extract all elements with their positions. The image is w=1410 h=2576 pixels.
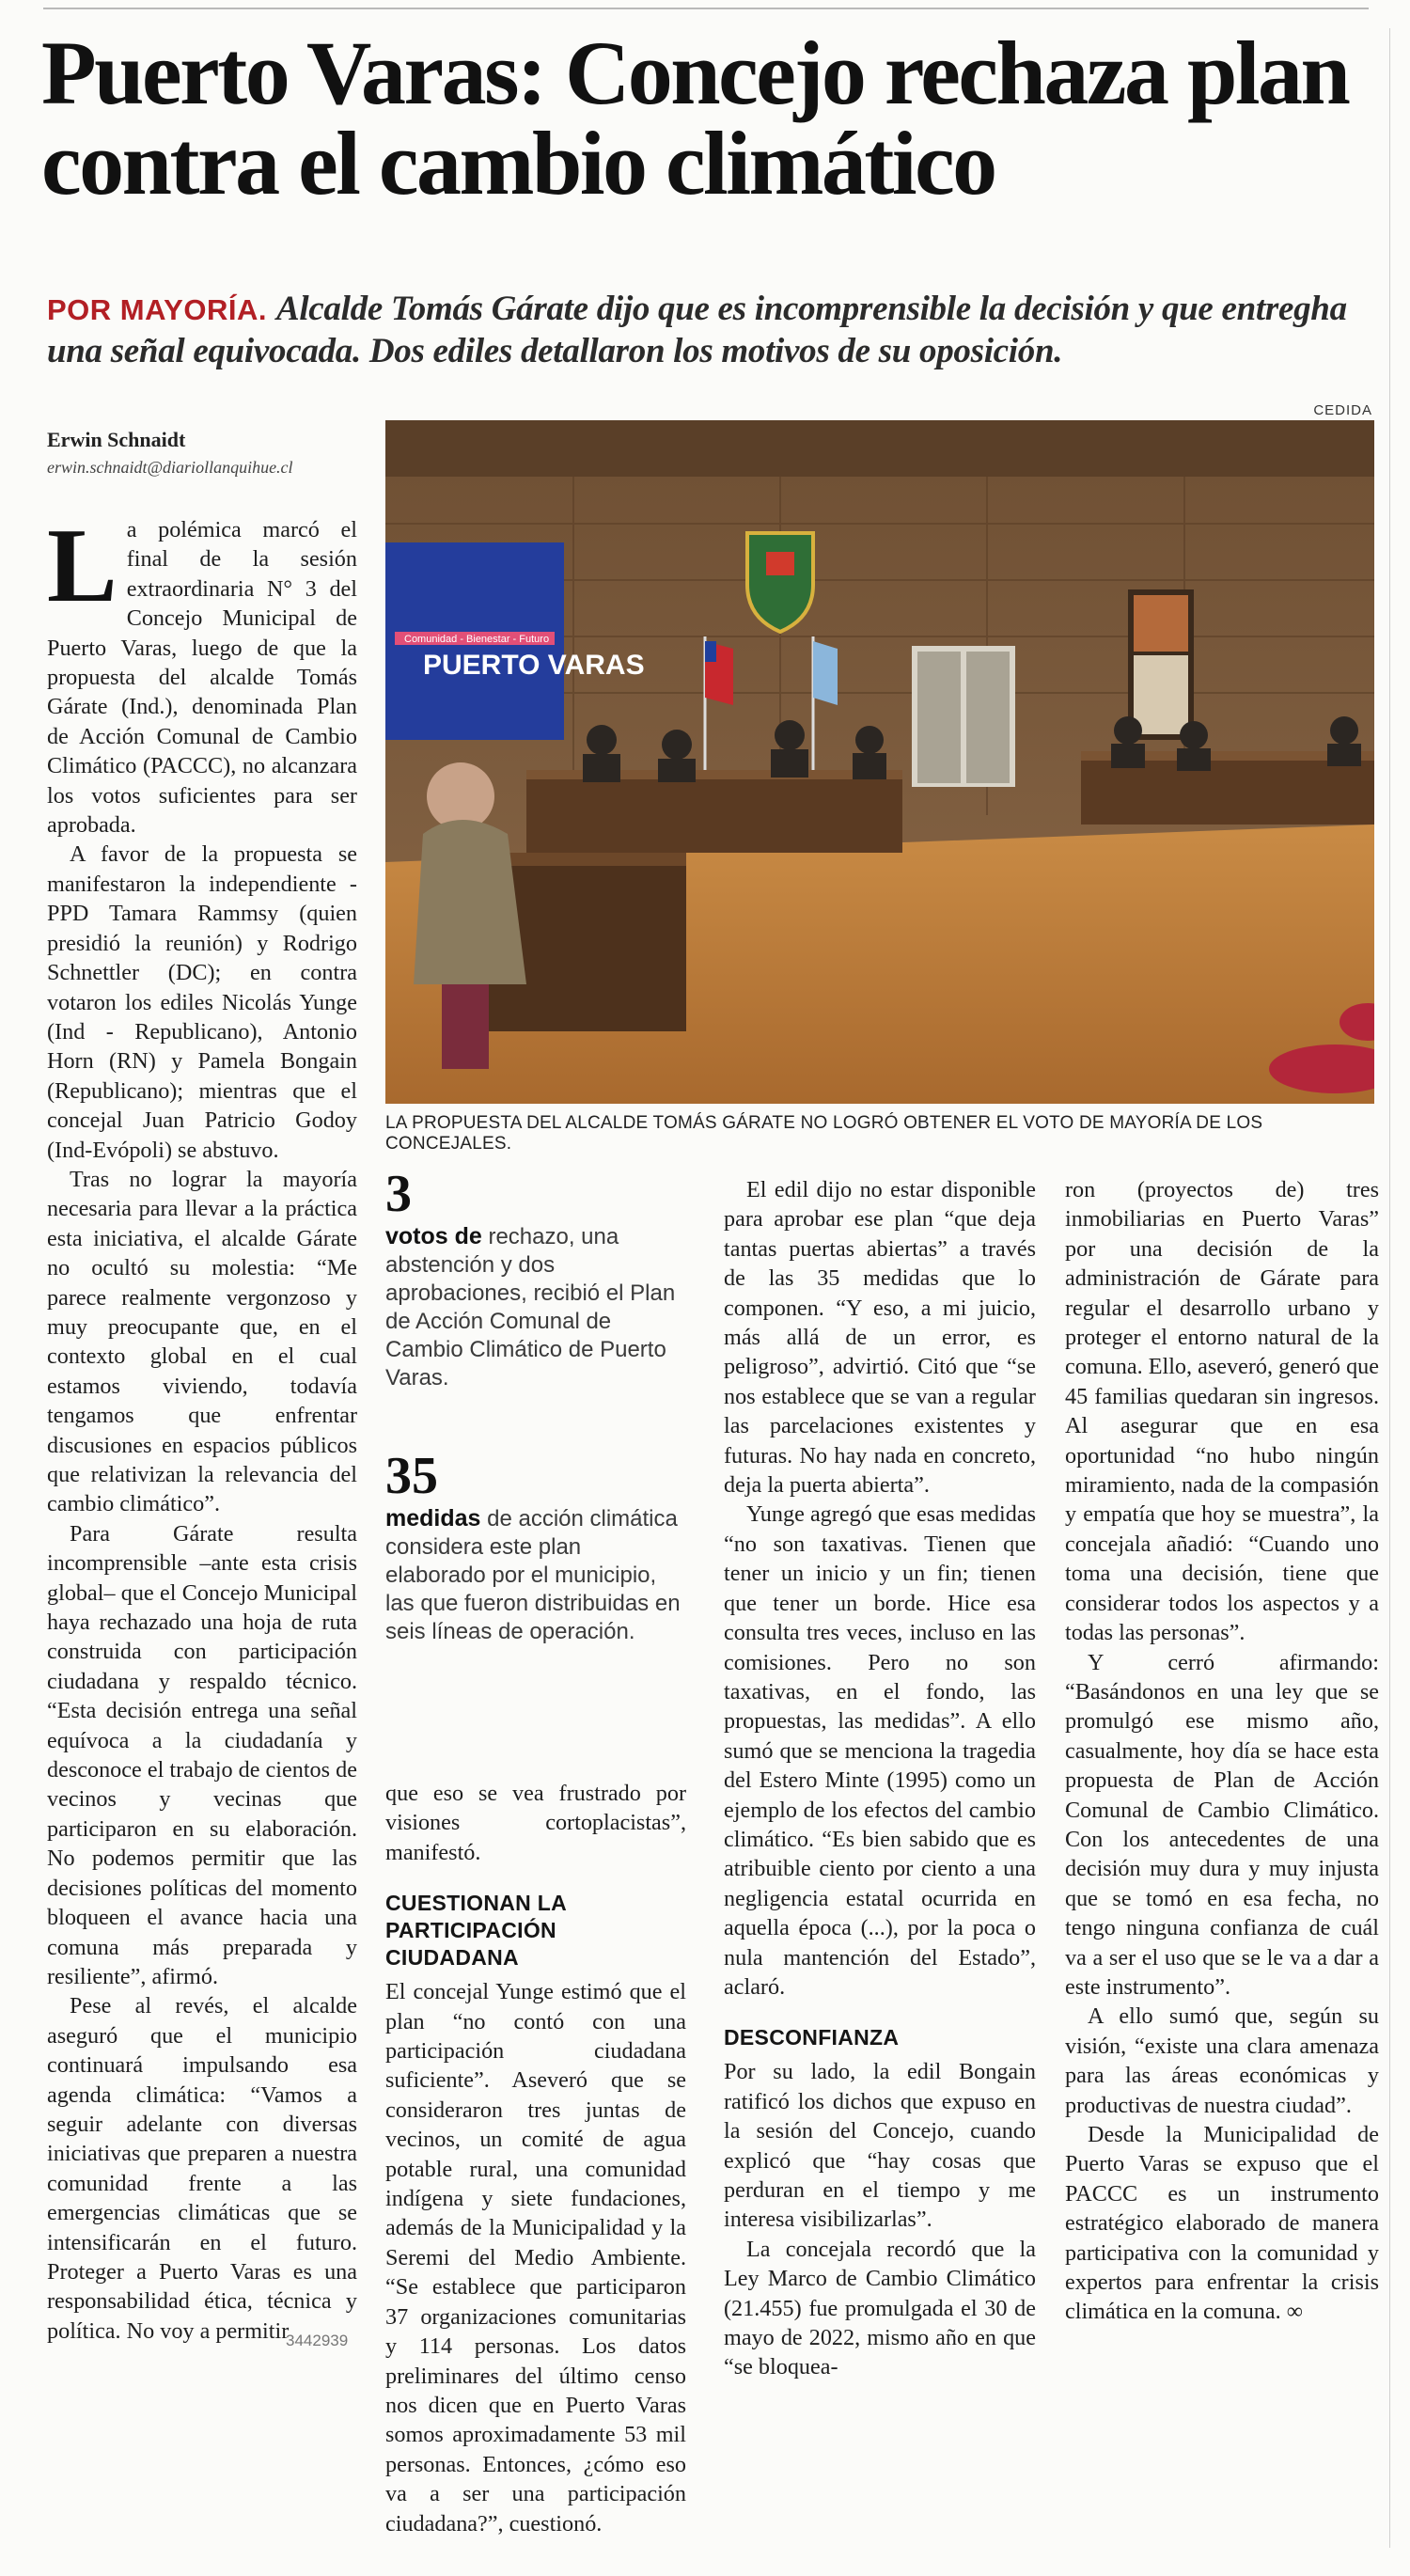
deck-kicker: POR MAYORÍA.	[47, 293, 267, 326]
watermark-id: 3442939	[286, 2332, 349, 2349]
photo-caption: LA PROPUESTA DEL ALCALDE TOMÁS GÁRATE NO LOGRÓ OBTENER EL VOTO DE MAYORÍA DE LOS CONCEJALES.	[385, 1113, 1263, 1154]
stat-text: de acción climática considera este plan elaborado por el municipio, las que fueron distribuidas en seis líneas de operación.	[385, 1506, 681, 1644]
body-column-4	[1065, 1175, 1379, 2327]
council-session-photo	[385, 420, 1374, 1104]
paragraph	[47, 508, 357, 840]
headline: Puerto Varas: Concejo rechaza plan contra el cambio climático	[41, 23, 1349, 213]
body-column-2	[385, 1779, 686, 2538]
stat-number: 35	[385, 1447, 438, 1505]
deck-text: Alcalde Tomás Gárate dijo que es incomprensible la decisión y que entregha una señal equivocada. Dos ediles detallaron los motivos de su oposición.	[47, 290, 1347, 370]
page-edge-rule	[1389, 28, 1390, 2548]
stat-box-measures	[385, 1448, 686, 1646]
body-column-3	[724, 1175, 1036, 2382]
paragraph: El edil dijo no estar disponible para aprobar ese plan “que deja tantas puertas abiertas” a través de las 35 medidas que lo componen. “Y eso, a mi juicio, más allá de un error, es peligroso”, advirtió. Citó que “se nos establece que se van a regular las parcelaciones existentes y futuras. No hay nada en concreto, deja la puerta abierta”.	[724, 1177, 1036, 1499]
paragraph-text: a polémica marcó el final de la sesión extraordinaria N° 3 del Concejo Municipal de Puerto Varas, luego de que la propuesta del alcalde Tomás Gárate (Ind.), denominada Plan de Acción Comunal de Cambio Climático (PACCC), no alcanzara los votos suficientes para ser aprobada.	[47, 517, 357, 839]
paragraph: Tras no lograr la mayoría necesaria para llevar a la práctica esta iniciativa, el alcalde Gárate no ocultó su molestia: “Me parece realmente vergonzoso y muy preocupante que, en el contexto global en el cual estamos viviendo, todavía tengamos que enfrentar discusiones en espacios públicos que relativizan la relevancia del cambio climático”.	[47, 1166, 357, 1517]
photo-credit: CEDIDA	[1313, 402, 1372, 418]
paragraph: Desde la Municipalidad de Puerto Varas se expuso que el PACCC es un instrumento estratégico elaborado de manera participativa con la comunidad y expertos para enfrentar la crisis climática en la comuna. ∞	[1065, 2122, 1379, 2325]
stat-number: 3	[385, 1165, 412, 1223]
author-email: erwin.schnaidt@diariollanquihue.cl	[47, 458, 293, 477]
author-name: Erwin Schnaidt	[47, 428, 186, 451]
paragraph: Por su lado, la edil Bongain ratificó los dichos que expuso en la sesión del Concejo, cuando explicó que “hay cosas que perduran en el tiempo y me interesa visibilizarlas”.	[724, 2059, 1036, 2233]
paragraph: La concejala recordó que la Ley Marco de Cambio Climático (21.455) fue promulgada el 30 de mayo de 2022, mismo año en que “se bloquea-	[724, 2236, 1036, 2380]
stat-box-votes	[385, 1166, 686, 1392]
stat-text: rechazo, una abstención y dos aprobaciones, recibió el Plan de Acción Comunal de Cambio Climático de Puerto Varas.	[385, 1224, 676, 1390]
dropcap: L	[47, 508, 118, 624]
subhead: DESCONFIANZA	[724, 2025, 900, 2050]
council-session-illustration	[385, 420, 1374, 1104]
paragraph: El concejal Yunge estimó que el plan “no contó con una participación ciudadana suficiente”. Aseveró que se consideraron tres juntas de vecinos, un comité de agua potable rural, una comunidad indígena y siete fundaciones, además de la Municipalidad y la Seremi del Medio Ambiente. “Se establece que participaron 37 organizaciones comunitarias y 114 personas. Los datos preliminares del último censo nos dicen que en Puerto Varas somos aproximadamente 53 mil personas. Entonces, ¿cómo eso va a ser una participación ciudadana?”, cuestionó.	[385, 1979, 686, 2537]
paragraph: Y cerró afirmando: “Basándonos en una ley que se promulgó ese mismo año, casualmente, hoy día se hace esta propuesta de Plan de Acción Comunal de Cambio Climático. Con los antecedentes de una decisión muy dura y muy injusta que se tomó en esa fecha, no tengo ninguna confianza de cuál va a ser el uso que se le va a dar a este instrumento”.	[1065, 1649, 1379, 2000]
body-column-1	[47, 508, 357, 2346]
paragraph: que eso se vea frustrado por visiones cortoplacistas”, manifestó.	[385, 1781, 686, 1865]
paragraph: Pese al revés, el alcalde aseguró que el municipio continuará impulsando esa agenda climática: “Vamos a seguir adelante con diversas iniciativas que preparen a nuestra comunidad frente a las emergencias climáticas que se intensificarán en el futuro. Proteger a Puerto Varas es una responsabilidad ética, técnica y política. No voy a permitir	[47, 1993, 357, 2344]
paragraph: A favor de la propuesta se manifestaron la independiente - PPD Tamara Rammsy (quien presidió la reunión) y Rodrigo Schnettler (DC); en contra votaron los ediles Nicolás Yunge (Ind - Republicano), Antonio Horn (RN) y Pamela Bongain (Republicano); mientras que el concejal Juan Patricio Godoy (Ind-Evópoli) se abstuvo.	[47, 841, 357, 1163]
banner-tagline: Comunidad - Bienestar - Futuro	[404, 634, 550, 645]
top-rule	[43, 8, 1369, 9]
stat-lead: medidas	[385, 1505, 481, 1531]
paragraph: A ello sumó que, según su visión, “existe una clara amenaza para las áreas económicas y productivas de nuestra ciudad”.	[1065, 2003, 1379, 2118]
paragraph: Para Gárate resulta incomprensible –ante esta crisis global– que el Concejo Municipal haya rechazado una hoja de ruta construida con participación ciudadana y respaldo técnico. “Esta decisión entrega una señal equívoca a la ciudadanía y desconoce el trabajo de cientos de vecinos y vecinas que participaron en su elaboración. No podemos permitir que las decisiones políticas del momento bloqueen el avance hacia una comuna más preparada y resiliente”, afirmó.	[47, 1520, 357, 1989]
paragraph: ron (proyectos de) tres inmobiliarias en Puerto Varas” por una decisión de la administración de Gárate para regular el desarrollo urbano y proteger el entorno natural de la comuna. Ello, aseveró, generó que 45 familias quedaran sin ingresos. Al asegurar que en esa oportunidad “no hubo ningún miramiento, nada de la compasión y empatía que hoy se muestra”, la concejala añadió: “Cuando uno toma una decisión, tiene que considerar todos los aspectos y a todas las personas”.	[1065, 1177, 1379, 1646]
banner-title: PUERTO VARAS	[423, 650, 645, 681]
stat-lead: votos de	[385, 1223, 482, 1249]
deck	[47, 289, 1382, 372]
subhead: CUESTIONAN LA PARTICIPACIÓN CIUDADANA	[385, 1891, 567, 1971]
paragraph: Yunge agregó que esas medidas “no son taxativas. Tienen que tener un inicio y un fin; tienen que tener un borde. Hice esa consulta tres veces, incluso en las comisiones. Pero no son taxativas, en el fondo, las propuestas, las medidas”. A ello sumó que se menciona la tragedia del Estero Minte (1995) como un ejemplo de los efectos del cambio climático. “Es bien sabido que es atribuible ciento por ciento a una negligencia estatal ocurrida en aquella época (...), por la poca o nula mantención del Estado”, aclaró.	[724, 1501, 1036, 2000]
